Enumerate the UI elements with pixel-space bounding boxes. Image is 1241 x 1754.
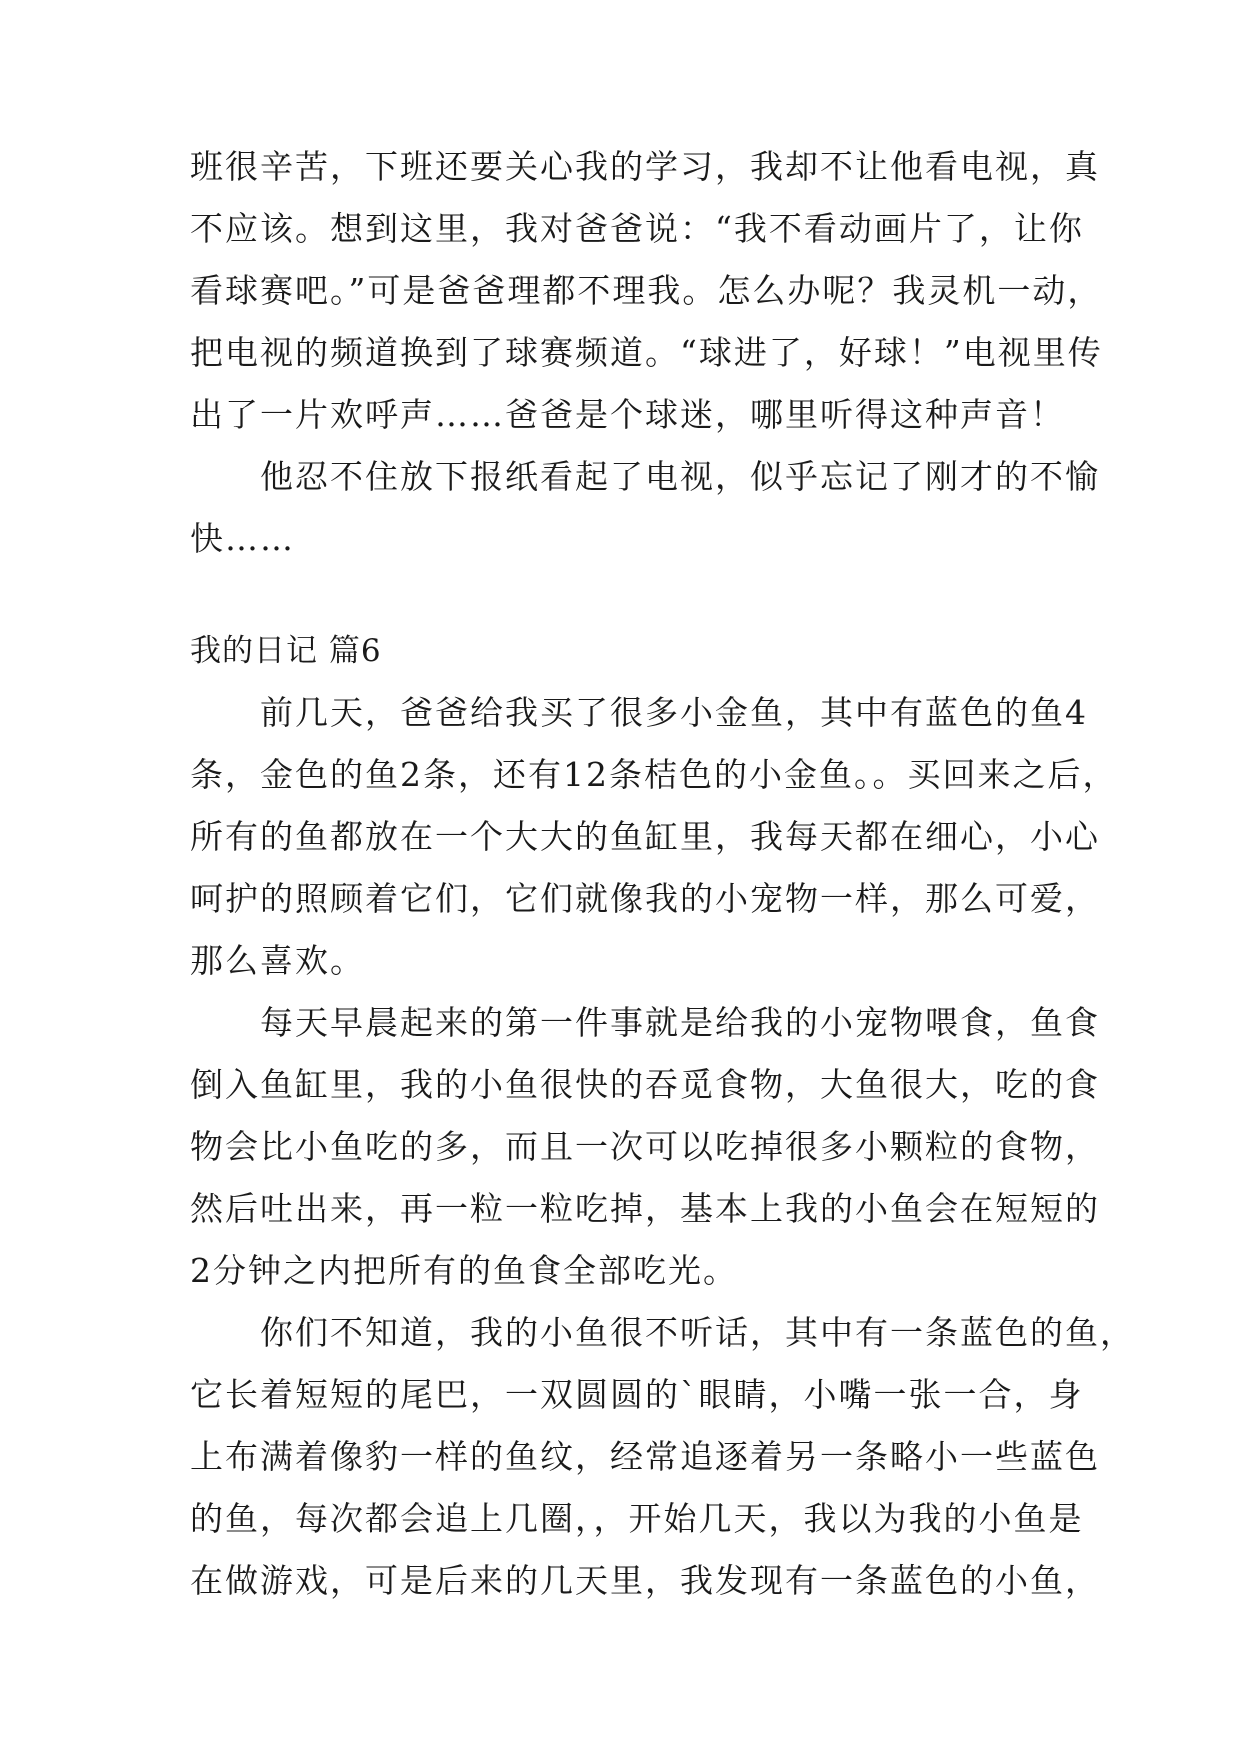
text-line: 看球赛吧。”可是爸爸理都不理我。怎么办呢？我灵机一动， [190,271,1103,310]
text-line: 条，金色的鱼2条，还有12条桔色的小金鱼。。买回来之后， [190,755,1118,794]
text-line: 把电视的频道换到了球赛频道。“球进了，好球！”电视里传 [190,333,1103,372]
diary-section [190,620,1135,1612]
text-line: 每天早晨起来的第一件事就是给我的小宠物喂食，鱼食 [190,1003,1100,1042]
text-line: 2分钟之内把所有的鱼食全部吃光。 [190,1251,738,1290]
text-line: 它长着短短的尾巴，一双圆圆的`眼睛，小嘴一张一合，身 [190,1375,1084,1414]
text-line: 所有的鱼都放在一个大大的鱼缸里，我每天都在细心，小心 [190,817,1100,856]
text-line: 上布满着像豹一样的鱼纹，经常追逐着另一条略小一些蓝色 [190,1437,1100,1476]
text-line: 前几天，爸爸给我买了很多小金鱼，其中有蓝色的鱼4 [190,693,1088,732]
section-heading: 我的日记 篇6 [190,633,382,669]
text-line: 他忍不住放下报纸看起了电视，似乎忘记了刚才的不愉 [190,457,1100,496]
text-line: 物会比小鱼吃的多，而且一次可以吃掉很多小颗粒的食物， [190,1127,1100,1166]
intro-paragraphs [190,136,1103,570]
text-line: 不应该。想到这里，我对爸爸说：“我不看动画片了，让你 [190,209,1084,248]
text-line: 你们不知道，我的小鱼很不听话，其中有一条蓝色的鱼， [190,1313,1135,1352]
text-line: 班很辛苦，下班还要关心我的学习，我却不让他看电视，真 [190,147,1100,186]
text-line: 倒入鱼缸里，我的小鱼很快的吞觅食物，大鱼很大，吃的食 [190,1065,1100,1104]
text-line: 然后吐出来，再一粒一粒吃掉，基本上我的小鱼会在短短的 [190,1189,1100,1228]
text-line: 呵护的照顾着它们，它们就像我的小宠物一样，那么可爱， [190,879,1100,918]
text-line: 快…… [190,519,295,558]
text-line: 的鱼，每次都会追上几圈，，开始几天，我以为我的小鱼是 [190,1499,1084,1538]
text-line: 在做游戏，可是后来的几天里，我发现有一条蓝色的小鱼， [190,1561,1100,1600]
text-line: 那么喜欢。 [190,941,365,980]
text-line: 出了一片欢呼声……爸爸是个球迷，哪里听得这种声音！ [190,395,1065,434]
